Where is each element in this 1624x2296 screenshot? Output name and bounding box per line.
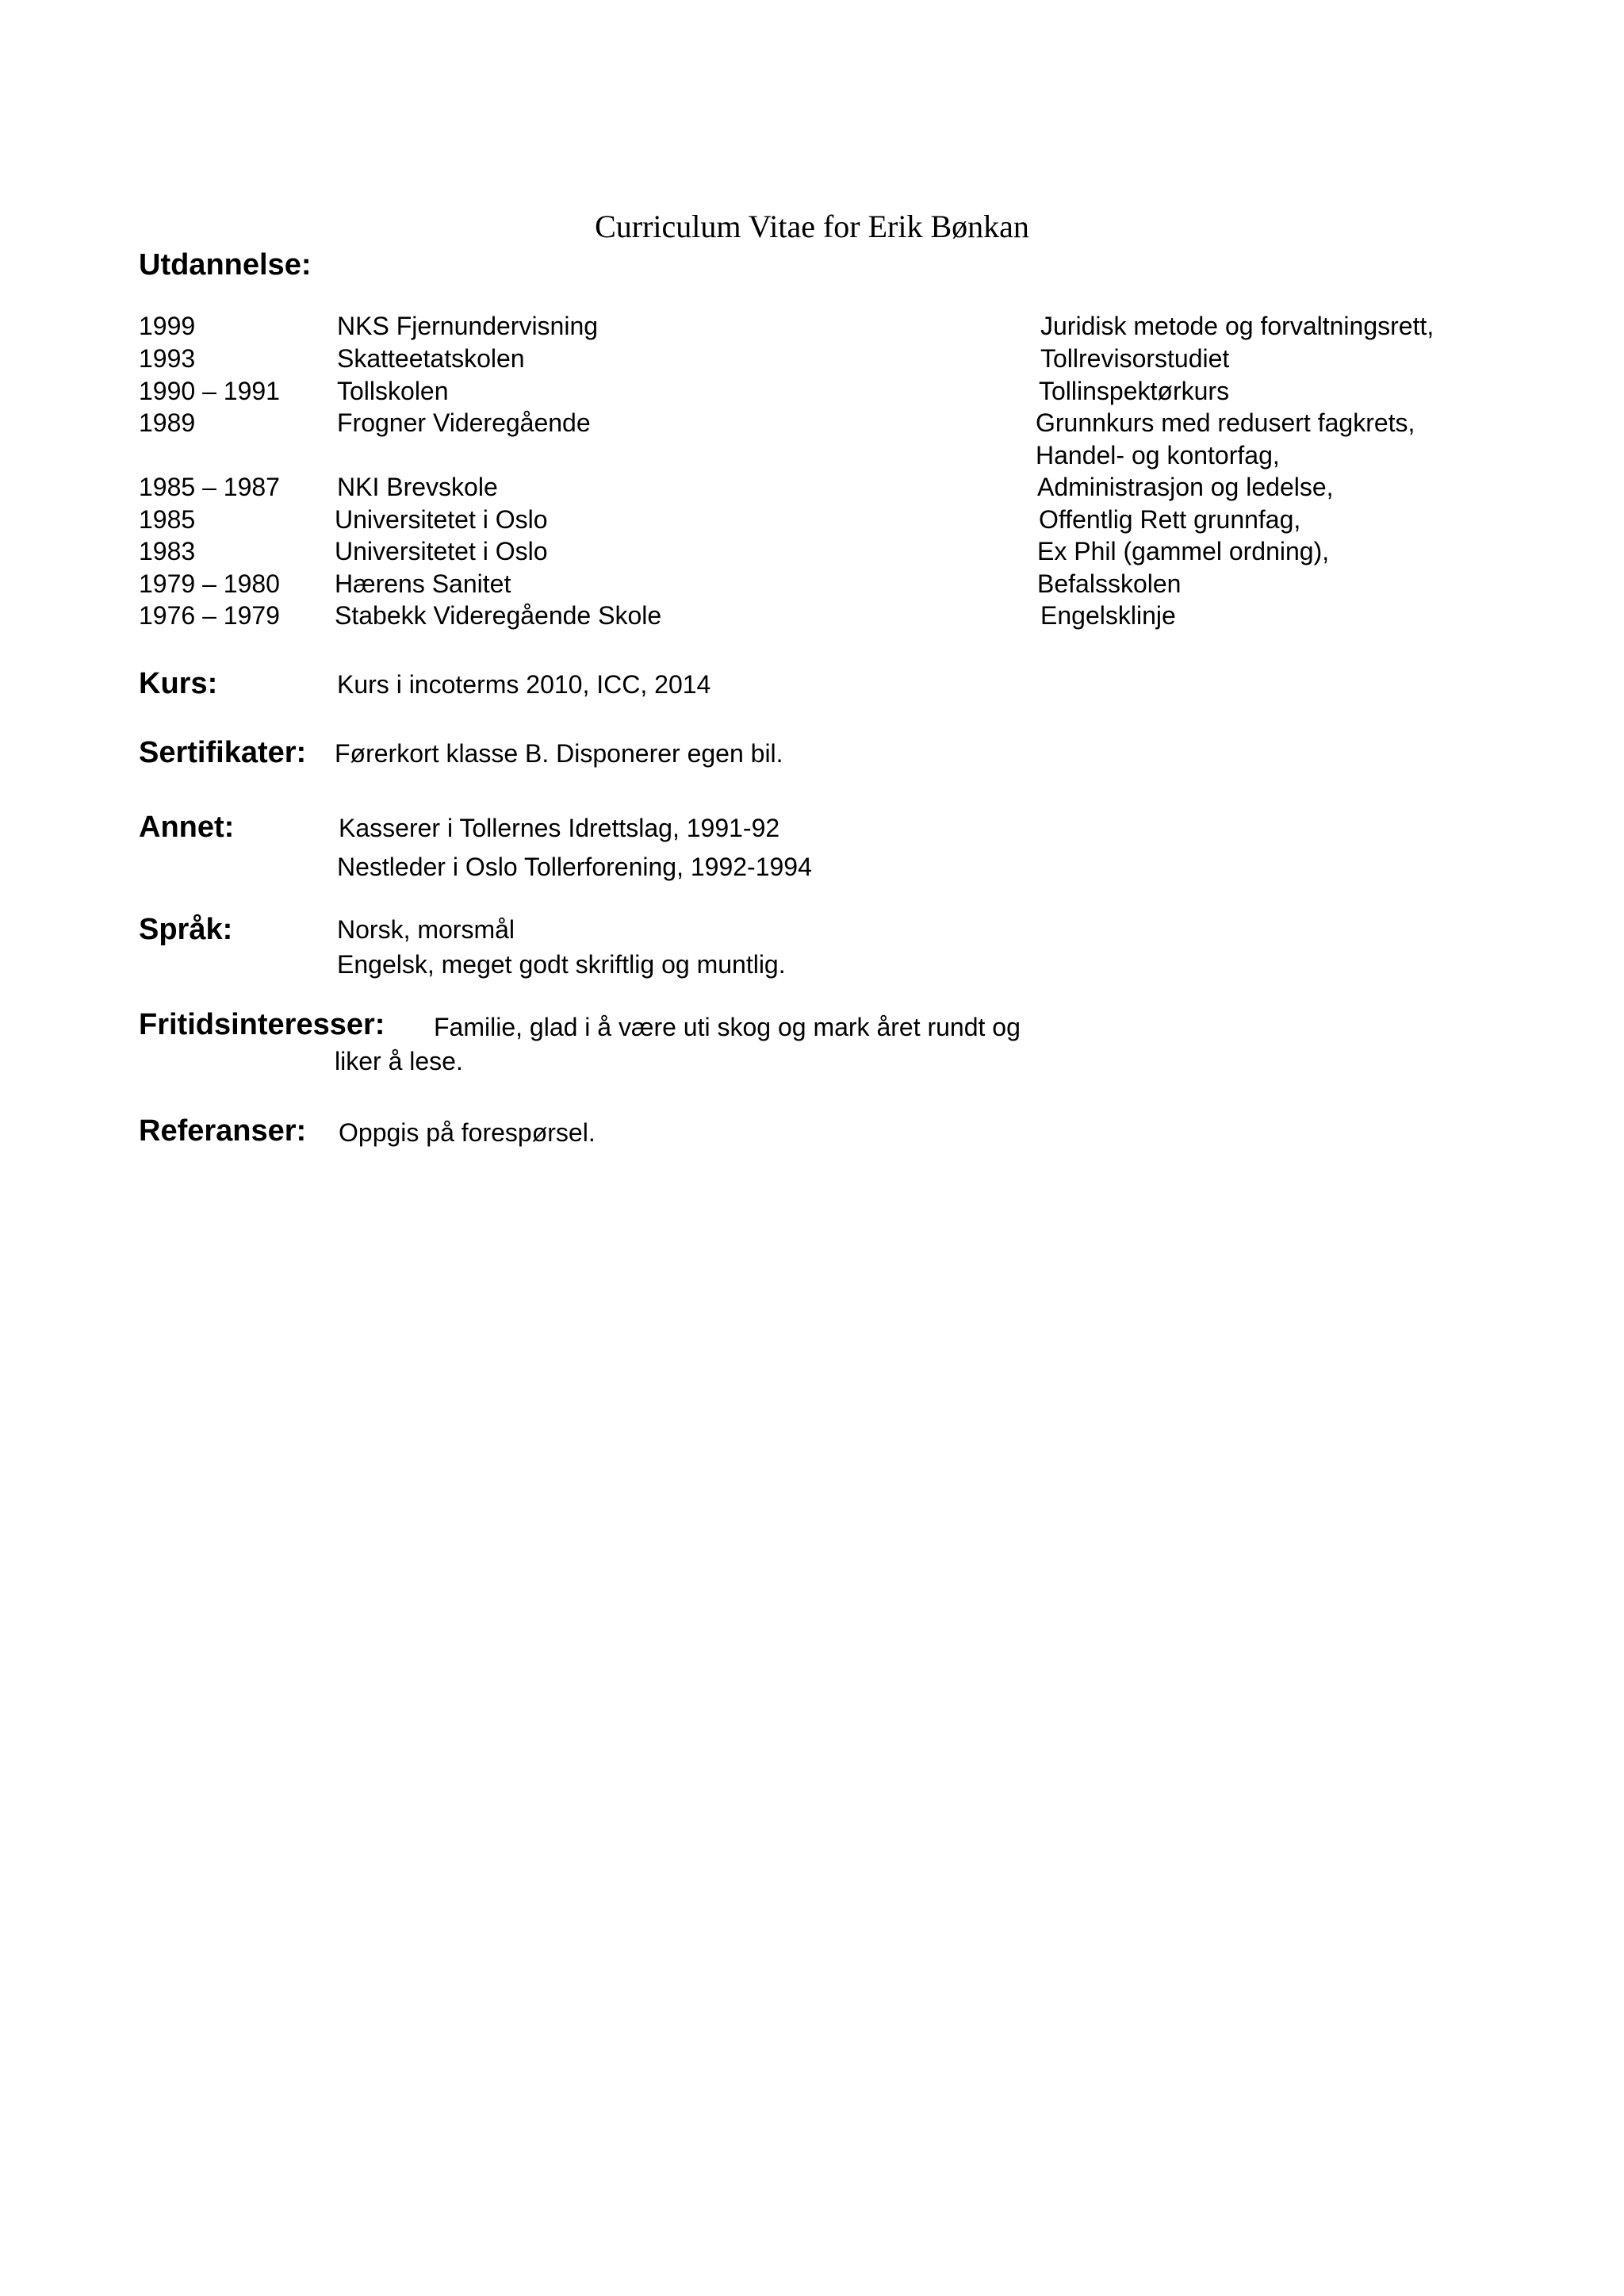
education-school: Frogner Videregående <box>337 408 591 437</box>
education-note: Offentlig Rett grunnfag, <box>1039 505 1301 534</box>
education-note: Ex Phil (gammel ordning), <box>1037 537 1330 565</box>
education-school: Tollskolen <box>337 377 449 405</box>
references-heading: Referanser: <box>139 1114 307 1148</box>
education-year: 1976 – 1979 <box>139 601 280 630</box>
references-text: Oppgis på forespørsel. <box>339 1118 596 1147</box>
education-note: Handel- og kontorfag, <box>1036 441 1280 470</box>
education-note: Befalsskolen <box>1037 569 1182 598</box>
education-school: Stabekk Videregående Skole <box>335 601 662 630</box>
document-title: Curriculum Vitae for Erik Bønkan <box>595 209 1029 244</box>
education-row <box>0 310 1624 342</box>
education-school: Hærens Sanitet <box>335 569 511 598</box>
education-note: Tollrevisorstudiet <box>1040 344 1230 373</box>
interests-heading: Fritidsinteresser: <box>139 1008 385 1041</box>
education-school: NKI Brevskole <box>337 473 498 501</box>
education-row <box>0 375 1624 407</box>
education-year: 1985 <box>139 505 196 534</box>
other-heading: Annet: <box>139 811 235 844</box>
other-line: Kasserer i Tollernes Idrettslag, 1991-92 <box>339 814 780 842</box>
education-row <box>0 439 1624 471</box>
languages-heading: Språk: <box>139 913 233 946</box>
languages-line: Engelsk, meget godt skriftlig og muntlig. <box>337 950 786 979</box>
education-row <box>0 407 1624 439</box>
education-note: Administrasjon og ledelse, <box>1037 473 1334 501</box>
education-row <box>0 343 1624 374</box>
education-note: Grunnkurs med redusert fagkrets, <box>1036 408 1415 437</box>
education-school: Skatteetatskolen <box>337 344 525 373</box>
interests-line: liker å lese. <box>335 1047 463 1075</box>
education-note: Tollinspektørkurs <box>1039 377 1230 405</box>
education-school: Universitetet i Oslo <box>335 505 548 534</box>
courses-heading: Kurs: <box>139 667 218 700</box>
education-heading: Utdannelse: <box>139 248 312 282</box>
interests-line: Familie, glad i å være uti skog og mark året rundt og <box>434 1013 1021 1041</box>
certificates-heading: Sertifikater: <box>139 736 307 769</box>
education-row <box>0 568 1624 600</box>
education-row <box>0 504 1624 535</box>
other-line: Nestleder i Oslo Tollerforening, 1992-1994 <box>337 853 812 881</box>
education-year: 1993 <box>139 344 196 373</box>
education-row <box>0 600 1624 631</box>
education-note: Juridisk metode og forvaltningsrett, <box>1040 312 1434 340</box>
education-year: 1999 <box>139 312 196 340</box>
education-row <box>0 535 1624 567</box>
education-year: 1990 – 1991 <box>139 377 280 405</box>
education-school: NKS Fjernundervisning <box>337 312 599 340</box>
education-year: 1989 <box>139 408 196 437</box>
education-year: 1983 <box>139 537 196 565</box>
certificates-text: Førerkort klasse B. Disponerer egen bil. <box>335 739 783 768</box>
education-school: Universitetet i Oslo <box>335 537 548 565</box>
education-year: 1979 – 1980 <box>139 569 280 598</box>
education-year: 1985 – 1987 <box>139 473 280 501</box>
education-row <box>0 471 1624 503</box>
languages-line: Norsk, morsmål <box>337 915 515 944</box>
education-note: Engelsklinje <box>1040 601 1176 630</box>
courses-text: Kurs i incoterms 2010, ICC, 2014 <box>337 670 711 699</box>
